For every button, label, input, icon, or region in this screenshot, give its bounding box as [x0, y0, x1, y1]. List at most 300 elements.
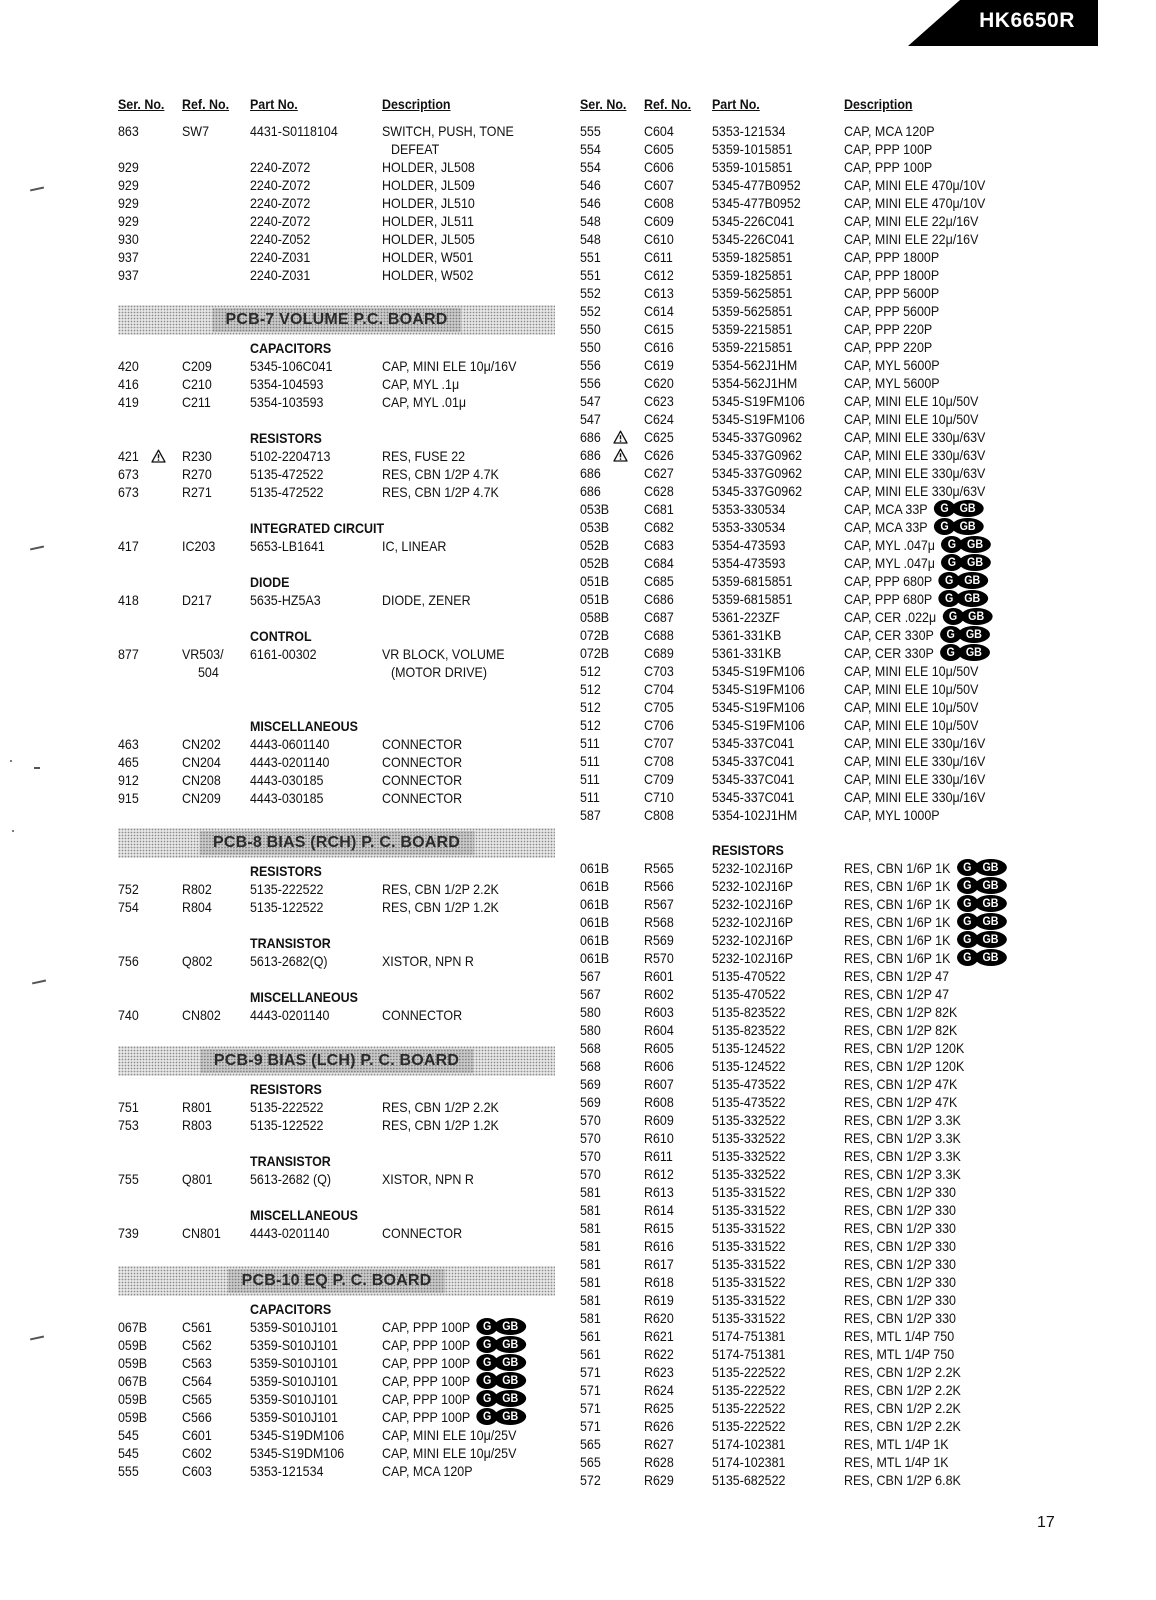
region-badge: GB — [956, 590, 988, 607]
description: CAP, PPP 1800P — [844, 249, 940, 265]
description-cell — [844, 1363, 961, 1381]
parts-group — [118, 988, 558, 1024]
parts-group — [118, 934, 558, 970]
parts-row — [580, 752, 1060, 770]
ref-no: C709 — [644, 771, 674, 787]
description-cell — [382, 375, 459, 393]
description-cell — [844, 752, 985, 770]
category-heading: MISCELLANEOUS — [250, 1207, 358, 1223]
board-section — [118, 1046, 558, 1242]
description-cell — [382, 266, 473, 284]
ref-no: R567 — [644, 896, 674, 912]
description: CAP, MINI ELE 10μ/50V — [844, 663, 979, 679]
ser-no: 548 — [580, 231, 601, 247]
description: CONNECTOR — [382, 754, 463, 770]
region-badge: G — [957, 877, 978, 894]
parts-row — [580, 518, 1060, 536]
parts-row — [580, 1399, 1060, 1417]
parts-row — [580, 590, 1060, 608]
description: RES, MTL 1/4P 1K — [844, 1454, 949, 1470]
part-no: 5359-5625851 — [712, 285, 793, 301]
part-no: 5359-6815851 — [712, 573, 793, 589]
category-heading: RESISTORS — [250, 863, 322, 879]
description-cell — [844, 1003, 957, 1021]
ref-no: C566 — [182, 1409, 212, 1425]
ser-no: 511 — [580, 753, 600, 769]
ref-no: R629 — [644, 1472, 674, 1488]
ser-no: 756 — [118, 953, 139, 969]
description: RES, CBN 1/2P 1.2K — [382, 1117, 499, 1133]
part-no: 2240-Z072 — [250, 177, 311, 193]
ref-no: C704 — [644, 681, 674, 697]
board-banner — [118, 1266, 555, 1296]
part-no: 5232-102J16P — [712, 878, 794, 894]
part-no: 2240-Z052 — [250, 231, 311, 247]
ser-no: 061B — [580, 860, 610, 876]
scan-mark — [30, 187, 44, 191]
ref-no: R608 — [644, 1094, 674, 1110]
parts-row — [118, 1372, 558, 1390]
ser-no: 929 — [118, 177, 139, 193]
category-heading-row — [118, 1080, 558, 1098]
ref-no: C611 — [644, 249, 673, 265]
part-no: 5135-331522 — [712, 1184, 786, 1200]
ref-no: C616 — [644, 339, 674, 355]
description: CONNECTOR — [382, 1225, 463, 1241]
region-badge: GB — [974, 895, 1006, 912]
description-cell — [382, 880, 499, 898]
part-no: 6161-00302 — [250, 646, 317, 662]
description: HOLDER, JL511 — [382, 213, 474, 229]
parts-row — [580, 320, 1060, 338]
ser-no: 419 — [118, 394, 139, 410]
ref-no: R566 — [644, 878, 674, 894]
part-no: 5232-102J16P — [712, 860, 794, 876]
model-number: HK6650R — [979, 9, 1075, 32]
part-no: 4443-0601140 — [250, 736, 330, 752]
parts-group — [118, 1206, 558, 1242]
part-no: 5359-1825851 — [712, 249, 793, 265]
parts-row — [118, 375, 558, 393]
ser-no: 686 — [580, 465, 601, 481]
description-cell — [382, 1170, 474, 1188]
ser-no: 072B — [580, 645, 610, 661]
part-no: 5354-473593 — [712, 555, 786, 571]
parts-row — [580, 446, 1060, 464]
description: RES, CBN 1/2P 2.2K — [844, 1400, 961, 1416]
description: RES, CBN 1/2P 2.2K — [844, 1418, 961, 1434]
ref-no: C625 — [644, 429, 674, 445]
part-no: 5345-S19FM106 — [712, 663, 805, 679]
ref-no: R606 — [644, 1058, 674, 1074]
ref-no: C615 — [644, 321, 674, 337]
region-badge: G — [941, 536, 962, 553]
part-no: 5361-331KB — [712, 627, 782, 643]
region-badge: G — [957, 913, 978, 930]
description: CAP, MINI ELE 10μ/16V — [382, 358, 517, 374]
scan-mark — [10, 760, 12, 762]
description: CAP, MYL .047μ — [844, 537, 935, 553]
part-no: 5135-823522 — [712, 1004, 786, 1020]
ser-no: 511 — [580, 789, 600, 805]
category-heading: RESISTORS — [712, 842, 784, 858]
category-heading-row — [118, 988, 558, 1006]
parts-group — [118, 519, 558, 555]
description: RES, CBN 1/2P 2.2K — [382, 881, 499, 897]
parts-row — [580, 176, 1060, 194]
ser-no: 059B — [118, 1409, 148, 1425]
part-no: 5135-222522 — [712, 1418, 786, 1434]
ref-no: CN204 — [182, 754, 221, 770]
part-no: 5345-337C041 — [712, 771, 795, 787]
ref-no: R624 — [644, 1382, 674, 1398]
description-cell — [844, 428, 985, 446]
ref-no: C684 — [644, 555, 674, 571]
safety-warning-icon — [151, 449, 166, 463]
ref-no: C614 — [644, 303, 674, 319]
ser-no: 753 — [118, 1117, 139, 1133]
ref-no: R270 — [182, 466, 212, 482]
description: CAP, PPP 100P — [844, 141, 933, 157]
parts-row — [118, 1098, 558, 1116]
ref-no: R605 — [644, 1040, 674, 1056]
description-cell — [382, 1408, 526, 1426]
description-cell — [844, 1255, 956, 1273]
description-cell — [844, 1219, 956, 1237]
description-cell — [844, 554, 991, 572]
ref-no: Q801 — [182, 1171, 213, 1187]
part-no: 4443-0201140 — [250, 754, 330, 770]
description-cell — [844, 302, 939, 320]
description: RES, CBN 1/2P 330 — [844, 1274, 956, 1290]
region-badge: GB — [959, 554, 991, 571]
part-no: 5232-102J16P — [712, 914, 794, 930]
description: HOLDER, JL508 — [382, 159, 475, 175]
parts-row — [580, 302, 1060, 320]
ref-no: IC203 — [182, 538, 216, 554]
part-no: 5135-332522 — [712, 1148, 786, 1164]
description: CAP, MINI ELE 330μ/63V — [844, 429, 986, 445]
part-no: 5345-S19FM106 — [712, 393, 805, 409]
description: RES, CBN 1/2P 82K — [844, 1004, 958, 1020]
ser-no: 067B — [118, 1319, 148, 1335]
description-cell — [844, 1165, 961, 1183]
ref-no: C211 — [182, 394, 211, 410]
ser-no: 755 — [118, 1171, 139, 1187]
description: CAP, PPP 220P — [844, 321, 933, 337]
part-no: 5354-103593 — [250, 394, 324, 410]
parts-row — [118, 1354, 558, 1372]
description: CAP, MCA 120P — [844, 123, 935, 139]
ref-no: C686 — [644, 591, 674, 607]
description-cell — [844, 392, 978, 410]
ref-no: C688 — [644, 627, 674, 643]
part-no: 5345-106C041 — [250, 358, 333, 374]
description: RES, CBN 1/2P 1.2K — [382, 899, 499, 915]
description-cell — [844, 608, 992, 626]
parts-group — [118, 1080, 558, 1134]
description: CAP, MINI ELE 330μ/16V — [844, 735, 986, 751]
ref-no-header: Ref. No. — [644, 96, 692, 112]
parts-row — [580, 338, 1060, 356]
region-badge: G — [941, 554, 962, 571]
part-no: 5345-S19DM106 — [250, 1445, 345, 1461]
ser-no: 581 — [580, 1202, 601, 1218]
ser-no: 568 — [580, 1040, 601, 1056]
parts-row — [580, 572, 1060, 590]
ref-no: C708 — [644, 753, 674, 769]
ser-no: 511 — [580, 771, 600, 787]
region-badge: G — [476, 1390, 497, 1407]
description-cell — [382, 465, 499, 483]
ref-no: D217 — [182, 592, 212, 608]
description-cell — [844, 338, 932, 356]
description-cell — [844, 1471, 961, 1489]
description: DIODE, ZENER — [382, 592, 471, 608]
description: RES, CBN 1/2P 330 — [844, 1184, 956, 1200]
region-badge: GB — [974, 877, 1006, 894]
part-no: 2240-Z072 — [250, 159, 311, 175]
ref-no: R802 — [182, 881, 212, 897]
description: RES, CBN 1/2P 47K — [844, 1076, 958, 1092]
region-badge: G — [934, 518, 955, 535]
ser-no: 686 — [580, 429, 601, 445]
part-no: 2240-Z031 — [250, 267, 311, 283]
ref-no: R604 — [644, 1022, 674, 1038]
ref-no: C710 — [644, 789, 674, 805]
parts-row-continuation — [118, 663, 558, 681]
category-heading-row — [118, 519, 558, 537]
ser-no: 546 — [580, 195, 601, 211]
description: CAP, MYL .047μ — [844, 555, 935, 571]
description: CAP, MINI ELE 10μ/50V — [844, 717, 979, 733]
region-badge: GB — [952, 500, 984, 517]
part-no: 5361-331KB — [712, 645, 782, 661]
column-headers — [580, 95, 1060, 113]
ref-no: C682 — [644, 519, 674, 535]
description-header: Description — [382, 96, 451, 112]
ser-no: 930 — [118, 231, 139, 247]
category-heading-row — [118, 1152, 558, 1170]
part-no: 5359-1015851 — [712, 159, 793, 175]
description: CAP, PPP 100P — [382, 1373, 471, 1389]
ref-no: Q802 — [182, 953, 213, 969]
description: RES, CBN 1/6P 1K — [844, 878, 951, 894]
ref-no: C808 — [644, 807, 674, 823]
board-section — [580, 122, 1060, 1489]
parts-row — [580, 1147, 1060, 1165]
parts-row — [580, 895, 1060, 913]
description-cell — [382, 1336, 526, 1354]
region-badge: GB — [960, 608, 992, 625]
parts-row — [580, 1363, 1060, 1381]
description: CAP, MINI ELE 330μ/16V — [844, 753, 986, 769]
ref-no: VR503/ — [182, 646, 224, 662]
part-no: 5359-2215851 — [712, 339, 793, 355]
description: HOLDER, W501 — [382, 249, 474, 265]
part-no: 5135-332522 — [712, 1130, 786, 1146]
description-cell — [844, 482, 985, 500]
ser-no: 067B — [118, 1373, 148, 1389]
ser-no: 581 — [580, 1292, 601, 1308]
description: CAP, PPP 5600P — [844, 303, 940, 319]
part-no: 2240-Z072 — [250, 213, 311, 229]
part-no: 5345-337G0962 — [712, 483, 803, 499]
parts-row — [580, 698, 1060, 716]
parts-group — [118, 573, 558, 609]
ref-no: R609 — [644, 1112, 674, 1128]
description-cell — [382, 898, 499, 916]
ser-no: 052B — [580, 537, 610, 553]
ser-no: 545 — [118, 1427, 139, 1443]
parts-row — [580, 158, 1060, 176]
description: CAP, MINI ELE 22μ/16V — [844, 231, 979, 247]
ref-no: C565 — [182, 1391, 212, 1407]
ref-no: R611 — [644, 1148, 673, 1164]
ref-no: R804 — [182, 899, 212, 915]
description-cell — [844, 1183, 956, 1201]
part-no: 5345-S19FM106 — [712, 411, 805, 427]
description-cell — [391, 663, 487, 681]
description: RES, CBN 1/2P 2.2K — [382, 1099, 499, 1115]
ser-no: 580 — [580, 1022, 601, 1038]
part-no: 5354-102J1HM — [712, 807, 798, 823]
scan-mark — [34, 767, 40, 769]
parts-row — [580, 194, 1060, 212]
description-cell — [382, 645, 505, 663]
description-cell — [382, 1444, 516, 1462]
description: CAP, MINI ELE 330μ/63V — [844, 447, 986, 463]
description-cell — [844, 248, 939, 266]
ser-no: 053B — [580, 501, 610, 517]
parts-row — [580, 1129, 1060, 1147]
description: CAP, MINI ELE 10μ/50V — [844, 699, 979, 715]
part-no: 5353-121534 — [712, 123, 786, 139]
part-no: 5232-102J16P — [712, 896, 794, 912]
description: RES, CBN 1/2P 330 — [844, 1202, 956, 1218]
description: RES, CBN 1/2P 3.3K — [844, 1166, 961, 1182]
category-heading-row — [118, 934, 558, 952]
part-no: 5135-682522 — [712, 1472, 786, 1488]
parts-row — [580, 1453, 1060, 1471]
region-badge: G — [476, 1318, 497, 1335]
ser-no: 571 — [580, 1418, 601, 1434]
parts-row — [118, 1170, 558, 1188]
parts-row — [580, 1093, 1060, 1111]
description: CAP, MINI ELE 10μ/25V — [382, 1445, 517, 1461]
ser-no: 565 — [580, 1436, 601, 1452]
ser-no: 059B — [118, 1391, 148, 1407]
part-no: 5174-102381 — [712, 1436, 786, 1452]
description-cell — [844, 895, 1006, 913]
ser-no: 912 — [118, 772, 139, 788]
ref-no: C619 — [644, 357, 674, 373]
description: CAP, MCA 33P — [844, 519, 928, 535]
part-no: 5359-2215851 — [712, 321, 793, 337]
part-no: 5359-S010J101 — [250, 1355, 338, 1371]
parts-row — [118, 1426, 558, 1444]
parts-row — [580, 284, 1060, 302]
parts-group — [118, 429, 558, 501]
region-badge: G — [957, 895, 978, 912]
ser-no: 581 — [580, 1238, 601, 1254]
ser-no: 556 — [580, 375, 601, 391]
parts-row — [580, 212, 1060, 230]
parts-row — [580, 1219, 1060, 1237]
board-section — [118, 1266, 558, 1480]
ser-no: 555 — [118, 1463, 139, 1479]
category-heading-row — [118, 1300, 558, 1318]
description: CAP, MINI ELE 10μ/50V — [844, 411, 979, 427]
description: CAP, MYL .1μ — [382, 376, 460, 392]
description: CAP, PPP 5600P — [844, 285, 940, 301]
ser-no: 569 — [580, 1094, 601, 1110]
description-cell — [844, 1345, 954, 1363]
part-no: 5345-226C041 — [712, 231, 795, 247]
parts-row — [118, 898, 558, 916]
description: RES, CBN 1/2P 47 — [844, 986, 950, 1002]
description-cell — [844, 1075, 957, 1093]
part-no: 5345-337C041 — [712, 789, 795, 805]
parts-row — [580, 1237, 1060, 1255]
parts-row — [118, 194, 558, 212]
ref-no: R803 — [182, 1117, 212, 1133]
ref-no: R625 — [644, 1400, 674, 1416]
description-cell — [382, 447, 465, 465]
ref-no: CN801 — [182, 1225, 221, 1241]
ser-no: 565 — [580, 1454, 601, 1470]
ref-no: R615 — [644, 1220, 674, 1236]
ser-no: 053B — [580, 519, 610, 535]
part-no: 4443-030185 — [250, 790, 324, 806]
part-no: 5135-473522 — [712, 1094, 786, 1110]
region-badge: GB — [958, 626, 990, 643]
ser-no: 465 — [118, 754, 139, 770]
board-section — [118, 828, 558, 1024]
description: CAP, PPP 680P — [844, 591, 933, 607]
ref-no: C210 — [182, 376, 212, 392]
description: RES, CBN 1/2P 3.3K — [844, 1112, 961, 1128]
category-heading: CAPACITORS — [250, 1301, 332, 1317]
ref-no: R607 — [644, 1076, 674, 1092]
part-no: 5135-222522 — [712, 1382, 786, 1398]
description-cell — [382, 753, 462, 771]
ref-no: R621 — [644, 1328, 674, 1344]
parts-row — [580, 1057, 1060, 1075]
ref-no: C561 — [182, 1319, 212, 1335]
part-no: 5359-S010J101 — [250, 1409, 338, 1425]
parts-row — [580, 1021, 1060, 1039]
ser-no: 580 — [580, 1004, 601, 1020]
parts-row — [118, 1116, 558, 1134]
part-no: 5135-124522 — [712, 1040, 786, 1056]
region-badge: GB — [974, 913, 1006, 930]
ser-no: 570 — [580, 1112, 601, 1128]
board-section — [118, 122, 558, 284]
description: RES, CBN 1/2P 47 — [844, 968, 950, 984]
description-cell — [844, 1039, 964, 1057]
board-section — [118, 305, 558, 807]
ref-no: R610 — [644, 1130, 674, 1146]
ser-no: 547 — [580, 393, 601, 409]
ref-no: R601 — [644, 968, 674, 984]
parts-row — [580, 608, 1060, 626]
ser-no: 546 — [580, 177, 601, 193]
description: HOLDER, JL505 — [382, 231, 475, 247]
parts-row — [580, 1345, 1060, 1363]
part-no: 5135-823522 — [712, 1022, 786, 1038]
board-banner — [118, 828, 555, 858]
